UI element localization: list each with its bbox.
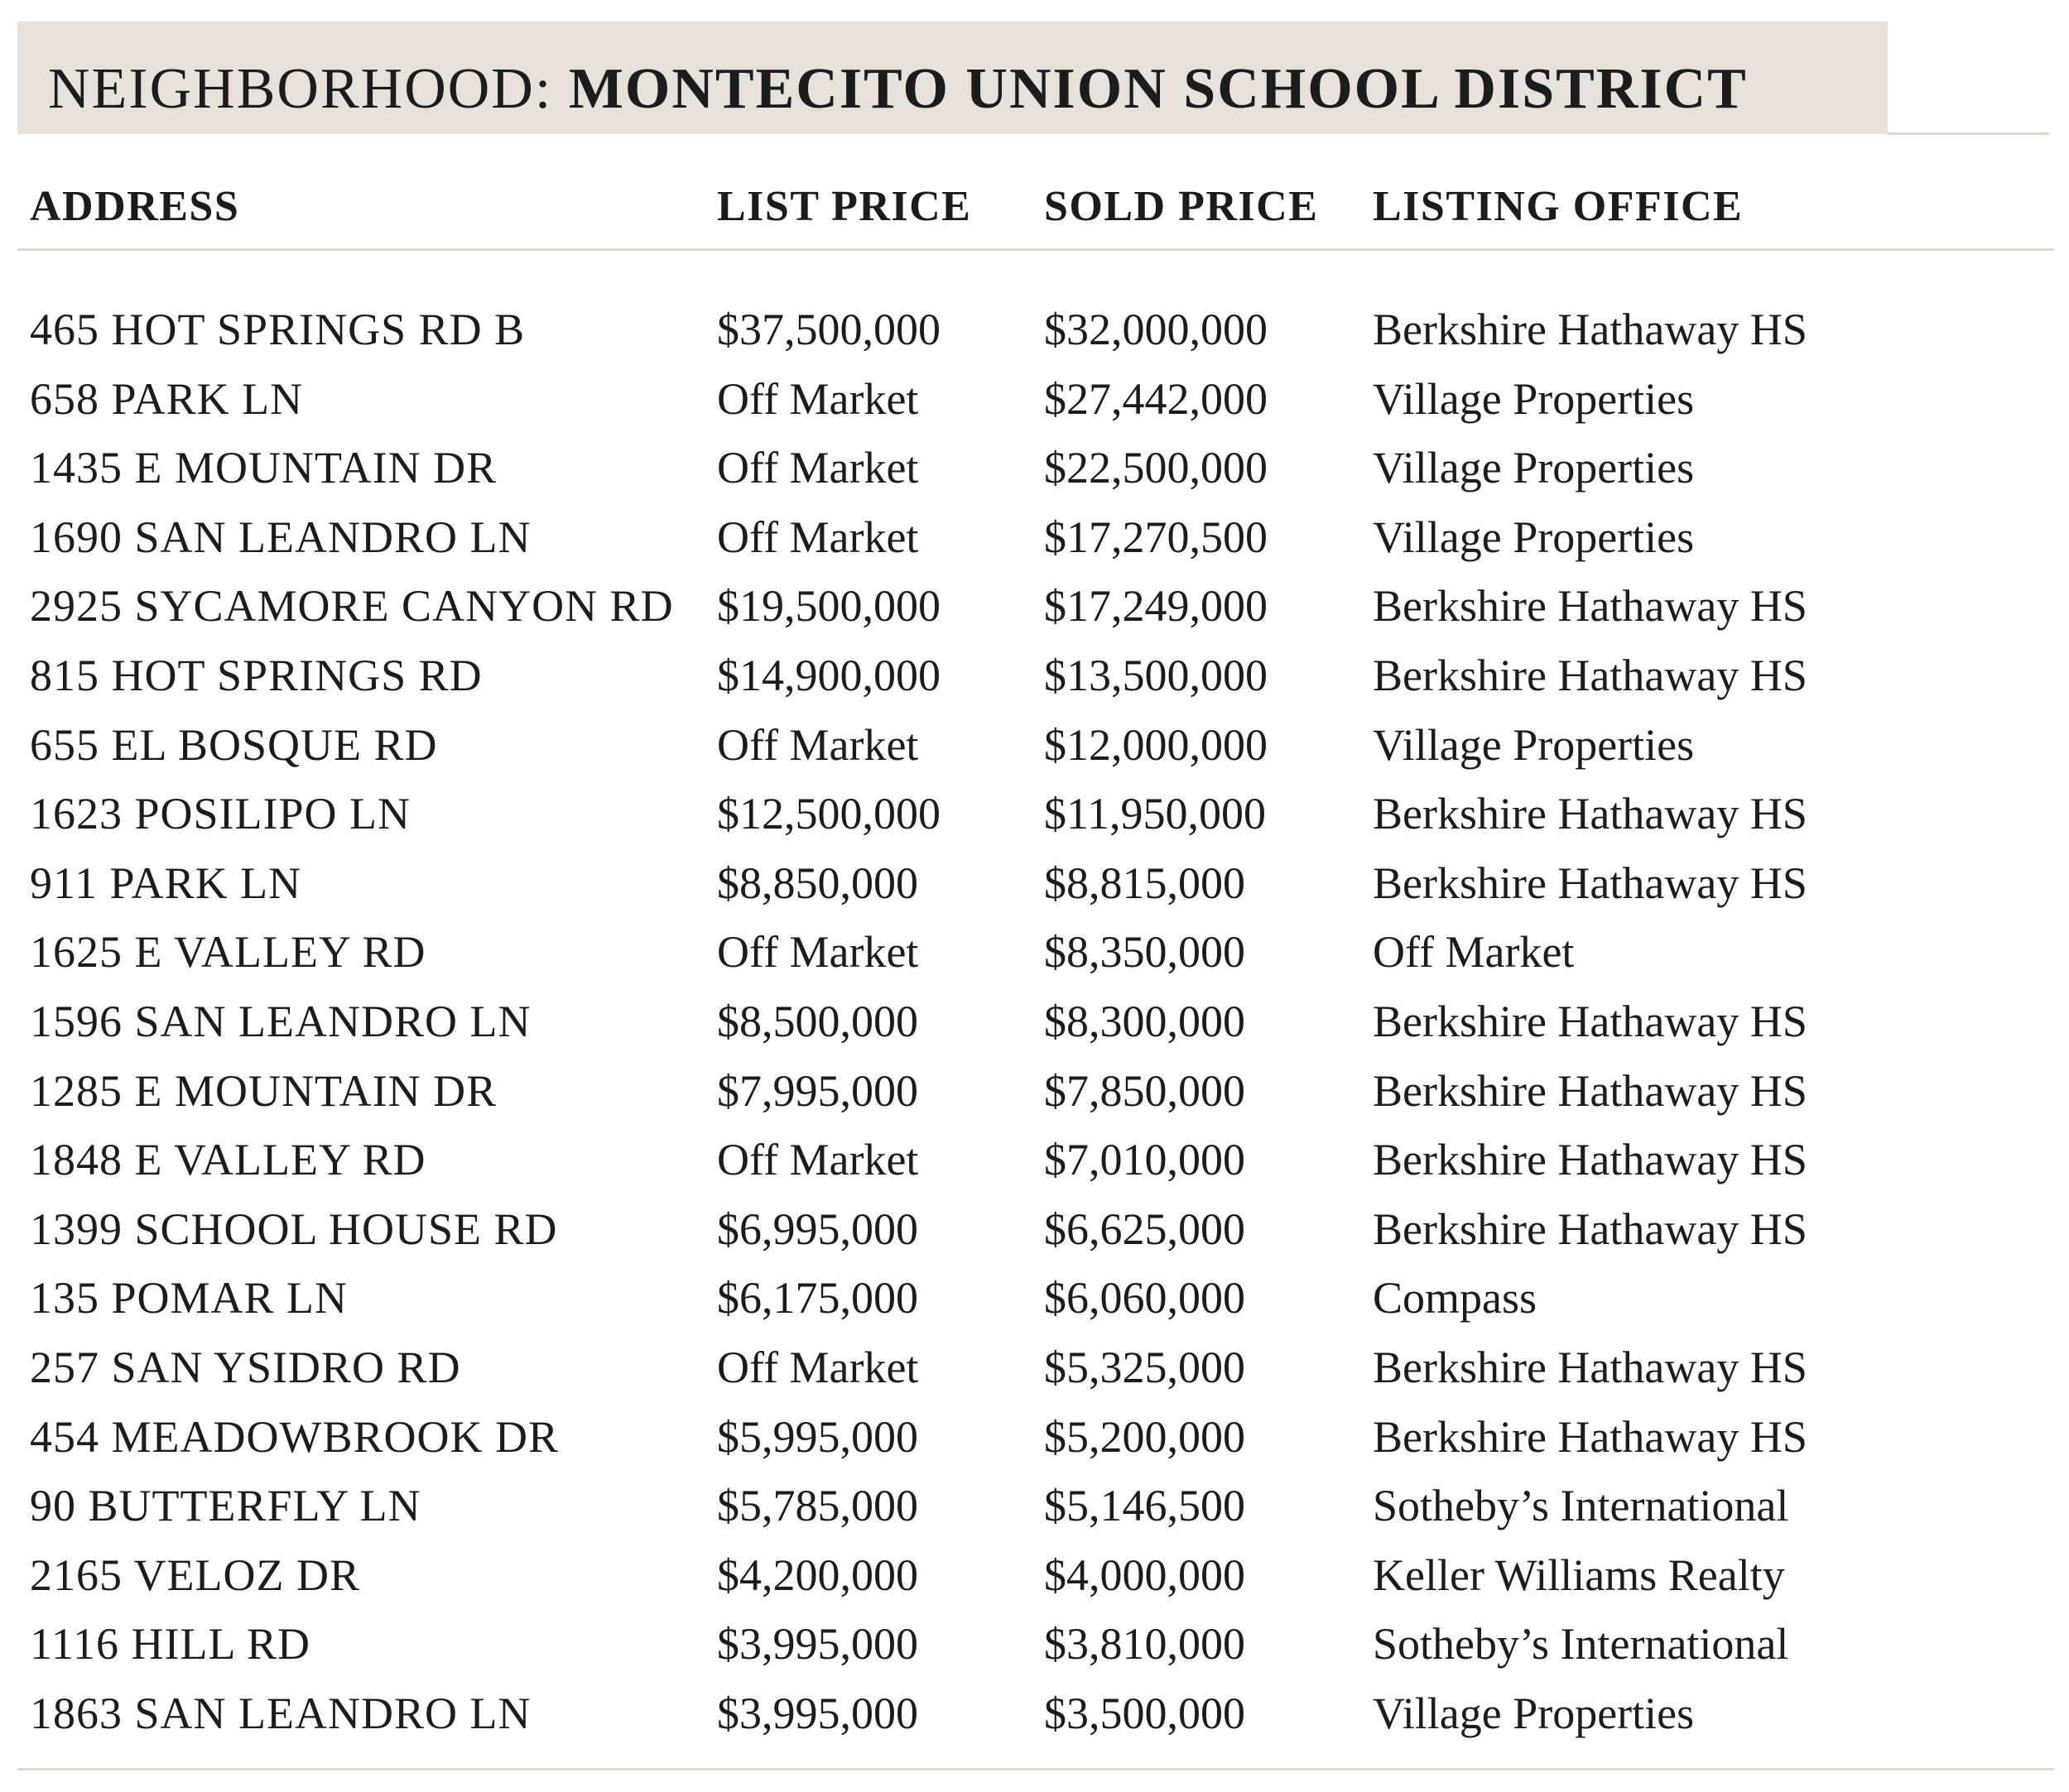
list-price-cell: Off Market (717, 512, 919, 562)
sold-price-cell: $11,950,000 (1044, 789, 1266, 839)
list-price-cell: $12,500,000 (717, 789, 941, 839)
list-price-cell: $3,995,000 (717, 1688, 918, 1738)
address-cell: 1435 E MOUNTAIN DR (30, 443, 498, 493)
title-divider (1888, 132, 2049, 135)
list-price-cell: $8,500,000 (717, 996, 918, 1046)
sold-price-cell: $5,325,000 (1044, 1342, 1245, 1392)
address-cell: 1623 POSILIPO LN (30, 789, 411, 839)
table-body (0, 295, 2069, 1747)
list-price-cell: $3,995,000 (717, 1619, 918, 1669)
listing-office-cell: Berkshire Hathaway HS (1373, 996, 1807, 1046)
address-cell: 655 EL BOSQUE RD (30, 719, 438, 770)
address-cell: 90 BUTTERFLY LN (30, 1481, 421, 1531)
address-cell: 1116 HILL RD (30, 1619, 310, 1669)
address-cell: 465 HOT SPRINGS RD B (30, 305, 526, 354)
listing-office-cell: Village Properties (1373, 512, 1695, 562)
listing-office-cell: Berkshire Hathaway HS (1373, 305, 1807, 354)
list-price-cell: $6,995,000 (717, 1203, 918, 1254)
address-cell: 1863 SAN LEANDRO LN (30, 1688, 532, 1738)
table-row (0, 1679, 2069, 1748)
listing-office-cell: Sotheby’s International (1373, 1619, 1789, 1669)
table-row (0, 1263, 2069, 1333)
listing-office-cell: Berkshire Hathaway HS (1373, 1135, 1807, 1185)
address-cell: 911 PARK LN (30, 858, 302, 908)
table-row (0, 848, 2069, 918)
list-price-cell: Off Market (717, 373, 919, 424)
listing-office-cell: Berkshire Hathaway HS (1373, 1065, 1807, 1116)
table-header (0, 174, 2069, 240)
table-row (0, 641, 2069, 710)
column-header-list-price: LIST PRICE (717, 183, 972, 230)
listing-office-cell: Berkshire Hathaway HS (1373, 858, 1807, 908)
sold-price-cell: $8,350,000 (1044, 927, 1245, 978)
listing-office-cell: Keller Williams Realty (1373, 1549, 1785, 1600)
column-header-sold-price: SOLD PRICE (1044, 183, 1319, 230)
table-row (0, 1471, 2069, 1540)
list-price-cell: Off Market (717, 927, 919, 978)
sold-price-cell: $8,815,000 (1044, 858, 1245, 908)
listing-office-cell: Compass (1373, 1273, 1537, 1324)
page-title (48, 48, 1748, 131)
list-price-cell: Off Market (717, 443, 919, 493)
table-row (0, 502, 2069, 572)
header-divider (17, 248, 2054, 251)
listing-office-cell: Berkshire Hathaway HS (1373, 581, 1807, 632)
listing-office-cell: Berkshire Hathaway HS (1373, 1411, 1807, 1462)
table-row (0, 1333, 2069, 1402)
list-price-cell: $7,995,000 (717, 1065, 918, 1116)
table-row (0, 1125, 2069, 1194)
table-row (0, 1194, 2069, 1264)
sold-price-cell: $17,270,500 (1044, 512, 1268, 562)
sold-price-cell: $8,300,000 (1044, 996, 1245, 1046)
address-cell: 815 HOT SPRINGS RD (30, 650, 483, 700)
address-cell: 257 SAN YSIDRO RD (30, 1342, 461, 1392)
listing-office-cell: Village Properties (1373, 1688, 1695, 1738)
listing-office-cell: Berkshire Hathaway HS (1373, 1203, 1807, 1254)
address-cell: 1596 SAN LEANDRO LN (30, 996, 532, 1046)
table-row (0, 779, 2069, 848)
sold-price-cell: $12,000,000 (1044, 719, 1268, 770)
column-header-listing-office: LISTING OFFICE (1373, 183, 1744, 230)
address-cell: 658 PARK LN (30, 373, 304, 424)
sold-price-cell: $6,060,000 (1044, 1273, 1245, 1324)
list-price-cell: Off Market (717, 719, 919, 770)
list-price-cell: Off Market (717, 1342, 919, 1392)
table-row (0, 1540, 2069, 1610)
sold-price-cell: $5,200,000 (1044, 1411, 1245, 1462)
table-row (0, 1056, 2069, 1126)
sold-price-cell: $7,010,000 (1044, 1135, 1245, 1185)
list-price-cell: $14,900,000 (717, 650, 941, 700)
table-row (0, 987, 2069, 1056)
listing-office-cell: Off Market (1373, 927, 1575, 978)
address-cell: 2165 VELOZ DR (30, 1549, 360, 1600)
sold-price-cell: $32,000,000 (1044, 305, 1268, 354)
sold-price-cell: $27,442,000 (1044, 373, 1268, 424)
list-price-cell: $19,500,000 (717, 581, 941, 632)
list-price-cell: $6,175,000 (717, 1273, 918, 1324)
sold-price-cell: $17,249,000 (1044, 581, 1268, 632)
sold-price-cell: $22,500,000 (1044, 443, 1268, 493)
table-row (0, 1402, 2069, 1472)
table-row (0, 917, 2069, 987)
listing-office-cell: Village Properties (1373, 373, 1695, 424)
address-cell: 135 POMAR LN (30, 1273, 349, 1324)
table-bottom-divider (17, 1768, 2054, 1770)
address-cell: 1285 E MOUNTAIN DR (30, 1065, 498, 1116)
listing-office-cell: Sotheby’s International (1373, 1481, 1789, 1531)
listing-office-cell: Village Properties (1373, 443, 1695, 493)
listing-office-cell: Village Properties (1373, 719, 1695, 770)
list-price-cell: $8,850,000 (717, 858, 918, 908)
sold-price-cell: $6,625,000 (1044, 1203, 1245, 1254)
table-row (0, 710, 2069, 780)
list-price-cell: $4,200,000 (717, 1549, 918, 1600)
address-cell: 1690 SAN LEANDRO LN (30, 512, 532, 562)
title-prefix: NEIGHBORHOOD: (48, 57, 569, 121)
sold-price-cell: $3,810,000 (1044, 1619, 1245, 1669)
column-header-address: ADDRESS (30, 183, 240, 230)
listing-office-cell: Berkshire Hathaway HS (1373, 789, 1807, 839)
table-row (0, 364, 2069, 434)
listing-office-cell: Berkshire Hathaway HS (1373, 1342, 1807, 1392)
sold-price-cell: $5,146,500 (1044, 1481, 1245, 1531)
list-price-cell: $37,500,000 (717, 305, 941, 354)
list-price-cell: Off Market (717, 1135, 919, 1185)
table-row (0, 1609, 2069, 1679)
sold-price-cell: $3,500,000 (1044, 1688, 1245, 1738)
table-row (0, 295, 2069, 364)
address-cell: 1399 SCHOOL HOUSE RD (30, 1203, 558, 1254)
address-cell: 2925 SYCAMORE CANYON RD (30, 581, 674, 632)
address-cell: 1848 E VALLEY RD (30, 1135, 426, 1185)
sold-price-cell: $4,000,000 (1044, 1549, 1245, 1600)
title-neighborhood-name: MONTECITO UNION SCHOOL DISTRICT (568, 57, 1748, 121)
list-price-cell: $5,785,000 (717, 1481, 918, 1531)
table-row (0, 571, 2069, 641)
sold-price-cell: $7,850,000 (1044, 1065, 1245, 1116)
address-cell: 1625 E VALLEY RD (30, 927, 426, 978)
listing-office-cell: Berkshire Hathaway HS (1373, 650, 1807, 700)
address-cell: 454 MEADOWBROOK DR (30, 1411, 559, 1462)
sold-price-cell: $13,500,000 (1044, 650, 1268, 700)
list-price-cell: $5,995,000 (717, 1411, 918, 1462)
table-row (0, 433, 2069, 502)
